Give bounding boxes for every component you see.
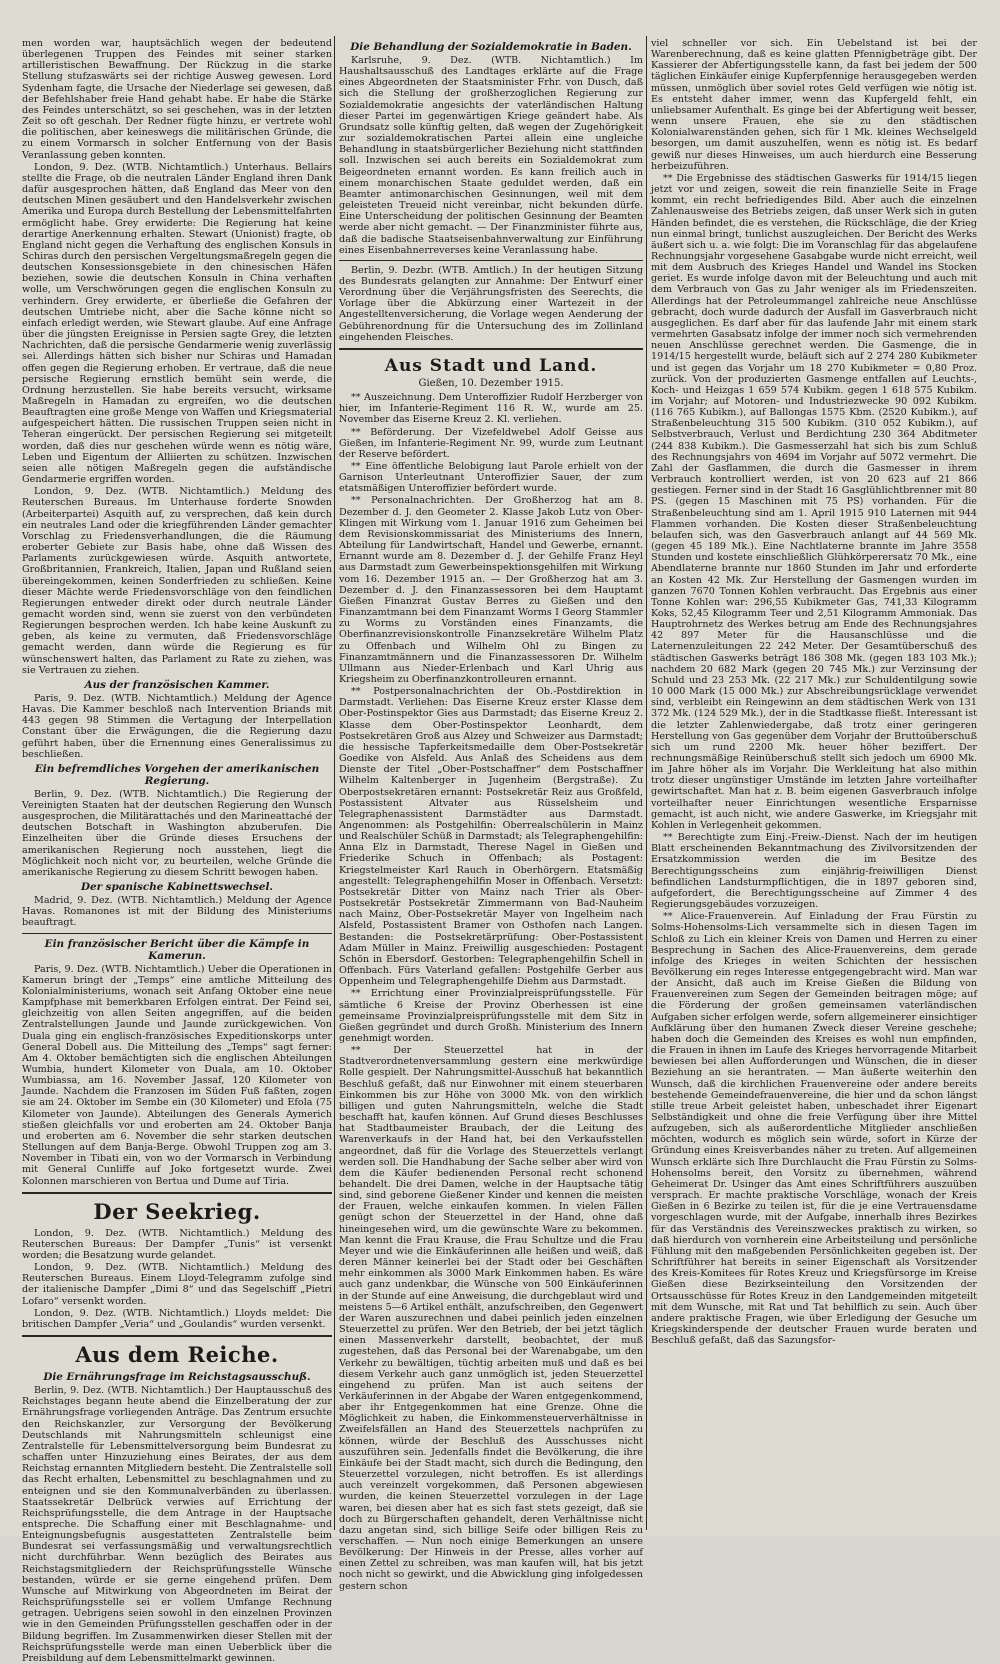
article-paragraph: London, 9. Dez. (WTB. Nichtamtlich.) Meldung des Reuterschen Bureaus. Im Unterhause forderte Snowden (Arbeiterpartei) Asquith auf, zu versprechen, daß kein durch ein neutrales Land oder die kriegführenden Länder gemachter Vorschlag zu Friedensverhandlungen, die die Räumung eroberter Gebiete zur Basis habe, ohne daß Wissen des Parlaments zurückgewiesen würde. Asquith antwortete, Großbritannien, Frankreich, Italien, Japan und Rußland seien übereingekommen, keinen Sonderfrieden zu schließen. Keine dieser Mächte werde Friedensvorschläge von den feindlichen Regierungen entweder direkt oder durch neutrale Länder gemacht worden sind, wenn sie zuerst von den verbündeten Regierungen besprochen werden. Ich habe keine Auskunft zu geben, als keine zu vermuten, daß Friedensvorschläge gemacht werden, dann würde die Regierung es für wünschenswert halten, das Parlament zu Rate zu ziehen, was sie Vertrauen zu ziehen.	[22, 486, 332, 676]
article-paragraph: ** Errichtung einer Provinzialpreisprüfungsstelle. Für sämtliche 6 Kreise der Provinz Oberhessen ist eine gemeinsame Provinzialpreisprüfungsstelle mit dem Sitz in Gießen gegründet und durch Großh. Ministerium des Innern genehmigt worden.	[339, 988, 643, 1044]
column-3	[651, 38, 977, 1530]
article-paragraph: Madrid, 9. Dez. (WTB. Nichtamtlich.) Meldung der Agence Havas. Romanones ist mit der Bildung des Ministeriums beauftragt.	[22, 895, 332, 929]
article-paragraph: Berlin, 9. Dez. (WTB. Nichtamtlich.) Der Hauptausschuß des Reichstages begann heute abend die Einzelberatung der zur Ernährungsfrage vorliegenden Anträge. Das Zentrum ersuchte den Reichskanzler, zur Versorgung der Bevölkerung Deutschlands mit Nahrungsmitteln schleunigst eine Zentralstelle für Lebensmittelversorgung beim Bundesrat zu schaffen unter Hinzuziehung eines Beirates, der aus dem Reichstag ernannten Mitgliedern besteht. Die Zentralstelle soll das Recht erhalten, Lebensmittel zu beschlagnahmen und zu enteignen und sie den Kommunalverbänden zu überlassen. Staatssekretär Delbrück verwies auf Errichtung der Reichsprüfungsstelle, die dem Antrage in der Hauptsache entspreche. Die Schaffung einer mit Beschlagnahme- und Enteignungsbefugnis ausgestatteten Zentralstelle beim Bundesrat sei verfassungsmäßig und verwaltungsrechtlich nicht durchführbar. Wenn bezüglich des Beirates aus Reichstagsmitgliedern der Reichsprüfungsstelle Wünsche bestanden, würde er sie gerne eingehend prüfen. Dem Wunsche auf Mitwirkung von Abgeordneten im Beirat der Reichsprüfungsstelle sei er vollem Umfange Rechnung getragen. Uebrigens seien sowohl in den einzelnen Provinzen wie in den Gemeinden Prüfungsstellen geschaffen oder in der Bildung begriffen. Im Zusammenwirken dieser Stellen mit der Reichsprüfungsstelle werde man einen Ueberblick über die Preisbildung auf dem Lebensmittelmarkt gewinnen.	[22, 1385, 332, 1664]
section-title-stadt-und-land: Aus Stadt und Land.	[384, 355, 598, 376]
article-paragraph: London, 9. Dez. (WTB. Nichtamtlich.) Lloyds meldet: Die britischen Dampfer „Veria“ und „Goulandis“ wurden versenkt.	[22, 1307, 332, 1330]
column-1	[22, 38, 332, 1664]
article-paragraph: London, 9. Dez. (WTB. Nichtamtlich.) Unterhaus. Bellairs stellte die Frage, ob die neutralen Länder England ihren Dank dafür ausgesprochen hätten, daß England das Meer von den deutschen Minen gesäubert und den Handelsverkehr zwischen Amerika und Europa durch Bestellung der Lebensmittelfahrten ermöglicht habe. Grey erwiderte: Die Regierung hat keine derartige Anerkennung erhalten. Stewart (Unionist) fragte, ob England nicht gegen die Verhaftung des englischen Konsuls in Schiras durch den persischen Vergeltungsmaßregeln gegen die deutschen Konsessionsgebiete in den chinesischen Häfen beziehen, sowie die deutschen Konsuln in China verhaften wolle, um Verschwörungen gegen die englischen Konsuln zu verhindern. Grey erwiderte, er überließe die Gefahren der deutschen Umtriebe nicht, aber die Sache könne nicht so einfach erledigt werden, wie Stewart glaube. Auf eine Anfrage über die jüngsten Ereignisse in Persien sagte Grey, die letzten Nachrichten, daß die persische Gendarmerie wenig zuverlässig sei. Allerdings hätten sich bisher nur Schiras und Hamadan offen gegen die Regierung erhoben. Er vertraue, daß die neue persische Regierung ernstlich bemüht sein werde, die Ordnung herzustellen. Sie habe bereits versucht, wirksame Maßregeln in Hamadan zu ergreifen, wo die deutschen Beauftragten eine große Menge von Waffen und Kriegsmaterial aufgespeichert hätten. Die russischen Truppen seien nicht in Teheran eingerückt. Der persischen Regierung sei mitgeteilt worden, daß dies nur geschehen würde wenn es nötig wäre, Leben und Eigentum der Alliierten zu schützen. Inzwischen seien alle nötigen Maßregeln gegen die aufständische Gendarmerie ergriffen worden.	[22, 161, 332, 486]
article-paragraph: ** Auszeichnung. Dem Unteroffizier Rudolf Herzberger von hier, im Infanterie-Regiment 116 R. W., wurde am 25. November das Eiserne Kreuz 2. Kl. verliehen.	[339, 392, 643, 426]
article-paragraph: ** Postpersonalnachrichten der Ob.-Postdirektion in Darmstadt. Verliehen: Das Eiserne Kreuz erster Klasse dem Ober-Postinspektor Gies aus Darmstadt; das Eiserne Kreuz 2. Klasse dem Ober-Postinspektor Leonhardt, dem Postsekretären Groß aus Alzey und Schweizer aus Darmstadt; die hessische Tapferkeitsmedaille dem Ober-Postsekretär Goedike von Alsfeld. Aus Anlaß des Scheidens aus dem Dienste der Titel „Ober-Postschaffner“ dem Postschaffner Wilhelm Kaltenberger in Jugenheim (Bergstraße). Zu Oberpostsekretären ernannt: Postsekretär Reiz aus Großfeld, Postassistent Altvater aus Rüsselsheim und Telegraphenassistent Darmstädter aus Darmstadt. Angenommen: als Postgehilfin: Oberrealschülerin in Mainz und Realschüler Schüß in Darmstadt; als Telegraphengehilfin: Anna Elz in Darmstadt, Therese Nagel in Gießen und Friederike Schuch in Offenbach; als Postagent: Kriegstelmeister Karl Rauch in Oberhörgern. Etatsmäßig angestellt: Telegraphengehilfin Moser in Offenbach. Versetzt: Postsekretär Ditter von Mainz nach Trier als Ober-Postsekretär Postsekretär Zimmermann von Bad-Nauheim nach Mainz, Ober-Postsekretär Mayer von Ingelheim nach Alsfeld, Postassistent Bramer von Osthofen nach Langen. Bestanden: die Postsekretärprüfung: Ober-Postassistent Adam Müller in Mainz. Freiwillig ausgeschieden: Postagent Schön in Ebersdorf. Gestorben: Telegraphengehilfin Schell in Offenbach. Fürs Vaterland gefallen: Postgehilfe Gerber aus Oppenheim und Telegraphengehilfe Diehm aus Darmstadt.	[339, 686, 643, 988]
article-paragraph: men worden war, hauptsächlich wegen der bedeutend überlegenen Truppen des Feindes mit seiner starken artilleristischen Bewaffnung. Der Rückzug in die starke Stellung stufzaswärts sei der richtige Ausweg gewesen. Lord Sydenham fagte, die Ursache der Niederlage sei gewesen, daß der Befehlshaber freie Hand gehabt habe. Er habe die Stärke des Feindes unterschätzt, so sei geschehen, was in der letzten Zeit so oft geschah. Der Redner fügte hinzu, er vertrete wohl die politischen, aber keineswegs die militärischen Gründe, die zu einem Vormarsch in solcher Entfernung von der Basis Veranlassung geben konnten.	[22, 38, 332, 161]
article-paragraph: London, 9. Dez. (WTB. Nichtamtlich.) Meldung des Reuterschen Bureaus: Der Dampfer „Tunis“ ist versenkt worden; die Besatzung wurde gelandet.	[22, 1227, 332, 1261]
divider	[339, 348, 643, 350]
article-paragraph: Paris, 9. Dez. (WTB. Nichtamtlich.) Meldung der Agence Havas. Die Kammer beschloß nach Intervention Briands mit 443 gegen 98 Stimmen die Vertagung der Interpellation Constant über die Erwägungen, die die Regierung dazu geführt haben, über die Ernennung eines Generalissimus zu beschließen.	[22, 692, 332, 760]
divider	[22, 1335, 332, 1337]
column-rule	[646, 36, 647, 1530]
article-paragraph: ** Der Steuerzettel hat in der Stadtverordnetenversammlung gestern eine merkwürdige Rolle gespielt. Der Nahrungsmittel-Ausschuß hat bekanntlich Beschluß gefaßt, daß nur Einwohner mit einem steuerbaren Einkommen bis zur Höhe von 3000 Mk. von den wirklich billigen und guten Nahrungsmitteln, welche die Stadt beschafft hat, kaufen können. Auf Grund dieses Beschlusses hat Stadtbaumeister Braubach, der die Leitung des Warenverkaufs in der Hand hat, bei den Verkaufsstellen angeordnet, daß für die Vorlage des Steuerzettels verlangt werden soll. Die Handhabung der Sache selber aber wird von dem die Käufer bedienenden Personal recht schonend behandelt. Die drei Damen, welche in der Hauptsache tätig sind, sind geborene Gießener Kinder und kennen die meisten der Frauen, welche einkaufen kommen. In vielen Fällen genügt schon der Steuerzettel in der Hand, ohne daß hineingesehen wird, um die gewünschte Ware zu bekommen. Man kennt die Frau Krause, die Frau Schultze und die Frau Meyer und wie die Einkäuferinnen alle heißen und weiß, daß deren Männer keinerlei bei der Stadt oder bei Geschäften mehr einkommen als 3000 Mark Einkommen haben. Es wäre auch ganz undenkbar, die Wünsche von 500 Einkäuferinnen in der Stunde auf eine Anweisung, die durchgeblaut wird und meistens 5—6 Artikel enthält, anzufschreiben, den Gegenwert der Waren auszurechnen und dabei peinlich jeden einzelnen Steuerzettel zu prüfen. Wer den Betrieb, der bei jetzt täglich einen Massenverkehr darstellt, beobachtet, der muß zugestehen, daß das Personal bei der Warenabgabe, um den Verkehr zu bewältigen, tüchtig arbeiten muß und daß es bei diesem Verkehr auch ganz unmöglich ist, jeden Steuerzettel eingehend zu prüfen. Man ist auch seitens der Verkäuferinnen in der Abgabe der Waren entgegenkommend, aber ihr Entgegenkommen hat eine Grenze. Ohne die Möglichkeit zu haben, die Einkommensteuerverhältnisse in Zweifelsfällen an Hand des Steuerzettels nachprüfen zu können, würde der Beschluß des Ausschusses nicht auszuführen sein. Jedenfalls findet die Bevölkerung, die ihre Einkäufe bei der Stadt macht, sich durch die Bedingung, den Steuerzettel vorzulegen, nicht betroffen. Es ist allerdings auch vereinzelt vorgekommen, daß Personen abgewiesen wurden, die keinen Steuerzettel vorzulegen in der Lage waren, bei diesen aber hat es sich fast stets gezeigt, daß sie doch zu Bürgerschaften gehandelt, deren Verhältnisse nicht dazu angetan sind, sich billige Seife oder billigen Reis zu verschaffen. — Nun noch einige Bemerkungen an unsere Bevölkerung: Der Hinweis in der Presse, alles vorher auf einen Zettel zu schreiben, was man kaufen will, hat bis jetzt noch nicht so gewirkt, und die Abwicklung ging infolgedessen gestern schon	[339, 1045, 643, 1592]
divider	[22, 933, 332, 934]
article-paragraph: London, 9. Dez. (WTB. Nichtamtlich.) Meldung des Reuterschen Bureaus. Einem Lloyd-Telegramm zufolge sind der italienische Dampfer „Dimi 8“ und das Segelschiff „Pietri Lofaro“ versenkt worden.	[22, 1262, 332, 1307]
section-heading: Ein französischer Bericht über die Kämpfe in Kamerun.	[44, 937, 310, 962]
section-heading: Die Behandlung der Sozialdemokratie in Baden.	[350, 41, 632, 53]
column-2	[339, 38, 643, 1592]
section-heading: Die Ernährungsfrage im Reichstagsausschuß.	[43, 1371, 311, 1384]
article-paragraph: ** Alice-Frauenverein. Auf Einladung der Frau Fürstin zu Solms-Hohensolms-Lich versammelte sich in diesen Tagen im Schloß zu Lich ein kleiner Kreis von Damen und Herren zu einer Besprechung in Sachen des Alice-Frauenvereins, dem gerade infolge des Krieges in weiten Schichten der hessischen Bevölkerung ein reges Interesse entgegengebracht wird. Man war der Ansicht, daß auch im Kreise Gießen die Bildung von Frauenvereinen zum Segen der Gemeinden beitragen möge; auf die Förderung der großen gemeinsamen vaterländischen Aufgaben sicher erfolgen werde, sofern allgemeinerer einsichtiger Aufklärung über den humanen Zweck dieser Vereine geschehe; haben doch die Gemeinden des Kreises es wohl nun empfinden, die Frauen in ihnen im Laufe des Krieges hervorragende Mitarbeit bewiesen bei allen Aufforderungen und Wünschen, die in dieser Beziehung an sie herantraten. — Man äußerte weiterhin den Wunsch, daß die kirchlichen Frauenvereine oder andere bereits bestehende Gemeindefrauenvereine, die hier und da schon längst stille treue Arbeit geleistet haben, unbeschadet ihrer Eigenart Selbständigkeit und ohne die freie Verfügung über ihre Mittel aufzugeben, sich als außerordentliche Mitglieder anschließen möchten, wodurch es möglich sein würde, sofort in Kürze der Gründung eines Kreisverbandes näher zu treten. Auf allgemeinen Wunsch erklärte sich Ihre Durchlaucht die Frau Fürstin zu Solms-Hohensolms bereit, den Vorsitz zu übernehmen, während Geheimerat Dr. Usinger das Amt eines Schriftführers auszuüben versprach. Er machte praktische Vorschläge, wonach der Kreis Gießen in 6 Bezirke zu teilen ist, für die je eine Vertrauensdame vorgeschlagen wurde, mit der Aufgabe, innerhalb ihres Bezirkes für das Verständnis des Vereinszweckes praktisch zu wirken, so daß hierdurch von vornherein eine Arbeitsteilung und persönliche Fühlung mit den maßgebenden Persönlichkeiten gegeben ist. Der Schriftführer hat bereits in seiner Eigenschaft als Vorsitzender des Kreis-Komitees für Rotes Kreuz und Kriegsfürsorge im Kreise Gießen diese Bezirkseinteilung den Vorsitzenden der Ortsausschüsse für Rotes Kreuz in den Landgemeinden mitgeteilt mit dem Wunsche, mit Rat und Tat behilflich zu sein. Auch über andere praktische Fragen, wie über Erledigung der Gesuche um Kriegskinderspende der deutscher Frauen wurde beraten und Beschluß gefaßt, daß das Sazungsfor-	[651, 911, 977, 1347]
article-paragraph: viel schneller vor sich. Ein Uebelstand ist bei der Warenberechnung, daß es keine glatten Pfennigbeträge gibt. Der Kassierer der Abfertigungsstelle kann, da fast bei jedem der 500 täglichen Einkäufer einige Kupferpfennige herausgegeben werden müssen, unmöglich über soviel rotes Geld verfügen wie nötig ist. Es entsteht daher immer, wenn das Kupfergeld fehlt, ein unliebsamer Aufenthalt. Es ginge bei der Abfertigung weit besser, wenn unsere Frauen, ehe sie zu den städtischen Kolonialwarenständen gehen, sich für 1 Mk. kleines Wechselgeld besorgen, um damit auszuhelfen, wenn es nötig ist. Es bedarf gewiß nur dieses Hinweises, um auch hierdurch eine Besserung herbeizuführen.	[651, 38, 977, 172]
article-paragraph: Karlsruhe, 9. Dez. (WTB. Nichtamtlich.) Im Haushaltsausschuß des Landtages erklärte auf die Frage eines Abgeordneten der Staatsminister Frhr. von Dusch, daß sich die Stellung der großherzoglichen Regierung zur Sozialdemokratie angesichts der vaterländischen Haltung dieser Partei im gegenwärtigen Kriege geändert habe. Als Grundsatz solle künftig gelten, daß wegen der Zugehörigkeit zur sozialdemokratischen Partei allein eine ungleiche Behandlung in staatsbürgerlicher Beziehung nicht stattfinden soll. Inzwischen sei auch bereits ein Sozialdemokrat zum Beigeordneten ernannt worden. Es kann freilich auch in einem monarchischen Staate geduldet werden, daß ein Beamter antimonarchischen Gesinnungen, weil mit dem geleisteten Treueid nicht vereinbar, nicht bekunden dürfe. Eine Unterscheidung der politischen Gesinnung der Beamten werde aber nicht gemacht. — Der Finanzminister führte aus, daß die badische Staatseisenbahnverwaltung zur Einführung eines Eisenbahnerreverses keine Veranlassung habe.	[339, 55, 643, 256]
divider	[22, 1192, 332, 1194]
article-paragraph: ** Berechtigte zum Einj.-Freiw.-Dienst. Nach der im heutigen Blatt erscheinenden Bekanntmachung des Zivilvorsitzenden der Ersatzkommission werden die im Besitze des Berechtigungsscheins zum einjährig-freiwilligen Dienst befindlichen Landsturmpflichtigen, die in 1897 geboren sind, aufgefordert, die Berechtigungsscheine auf Zimmer 4 des Regierungsgebäudes vorzuzeigen.	[651, 832, 977, 911]
section-heading: Ein befremdliches Vorgehen der amerikanischen Regierung.	[34, 762, 320, 787]
dateline: Gießen, 10. Dezember 1915.	[418, 377, 564, 389]
article-paragraph: Berlin, 9. Dezbr. (WTB. Amtlich.) In der heutigen Sitzung des Bundesrats gelangten zur Annahme: Der Entwurf einer Verordnung über die Verjährungsfristen des Seerechts, die Vorlage über die Abkürzung einer Wartezeit in der Angestelltenversicherung, die Vorlage wegen Aenderung der Gebührenordnung für die Untersuchung des im Zollinland eingehenden Fleisches.	[339, 264, 643, 343]
section-title-reiche: Aus dem Reiche.	[75, 1342, 279, 1368]
article-paragraph: Berlin, 9. Dez. (WTB. Nichtamtlich.) Die Regierung der Vereinigten Staaten hat der deutschen Regierung den Wunsch ausgesprochen, die Militärattachés und den Marineattaché der deutschen Botschaft in Washington abzuberufen. Die Einzelheiten über die Gründe dieses Ersuchens der amerikanischen Regierung noch ausstehen, liegt die Möglichkeit noch nicht vor, zu beurteilen, welche Gründe die amerikanische Regierung zu diesem Schritt bewogen haben.	[22, 788, 332, 878]
article-paragraph: Paris, 9. Dez. (WTB. Nichtamtlich.) Ueber die Operationen in Kamerun bringt der „Temps“ eine amtliche Mitteilung des Kolonialministeriums, wonach seit Anfang Oktober eine neue Kampfphase mit bemerkbaren Erfolgen eintrat. Der Feind sei, gleichzeitig von allen Seiten angegriffen, auf die beiden Zentralstellungen Jaunde und Jaunde zurückgewichen. Von Duala ging ein englisch-französisches Expeditionskorps unter General Dobell aus. Die Mitteilung des „Temps“ sagt ferner: Am 4. Oktober bemächtigten sich die englischen Abteilungen Wumbia, hundert Kilometer von Duala, am 10. Oktober Wumbiassa, am 16. November Jassaf, 120 Kilometer von Jaunde. Nachdem die Franzosen im Süden Fuß faßten, zogen sie am 24. Oktober im Sembe ein (30 Kilometer) und Efola (75 Kilometer von Jaunde). Abteilungen des Generals Aymerich stießen gleichfalls vor und eroberten am 24. Oktober Banja und eroberten am 6. November die sehr starken deutschen Stellungen auf dem Banja-Berge. Obwohl Truppen zog am 3. November in Tibati ein, von wo der Vormarsch in Verbindung mit General Cunliffe auf Joko fortgesetzt wurde. Zwei Kolonnen marschieren von Bertua und Dume auf Tiria.	[22, 963, 332, 1187]
section-heading: Aus der französischen Kammer.	[84, 678, 270, 691]
section-heading: Der spanische Kabinettswechsel.	[80, 881, 274, 894]
article-paragraph: ** Beförderung. Der Vizefeldwebel Adolf Geisse aus Gießen, im Infanterie-Regiment Nr. 99, wurde zum Leutnant der Reserve befördert.	[339, 426, 643, 460]
article-paragraph: ** Die Ergebnisse des städtischen Gaswerks für 1914/15 liegen jetzt vor und zeigen, soweit die rein finanzielle Seite in Frage kommt, ein recht befriedigendes Bild. Aber auch die einzelnen Zahlenausweise des Betriebs zeigen, daß unser Werk sich in guten Händen befindet, die es verstehen, die Rückschläge, die der Krieg nun einmal bringt, tunlichst auszugleichen. Der Bericht des Werks äußert sich u. a. wie folgt: Die im Voranschlag für das abgelaufene Rechnungsjahr vorgesehene Gasabgabe wurde nicht erreicht, weil mit dem Ausbruch des Krieges Handel und Wandel ins Stocken geriet. Es wurde infolge davon mit der Beleuchtung und auch mit dem Verbrauch von Gas zu Jahr weniger als im Friedenszeiten. Allerdings hat der Petroleummangel zahlreiche neue Anschlüsse gebracht, doch wurde dadurch der Ausfall im Gasverbrauch nicht ausgeglichen. Es darf aber für das laufende Jahr mit einem stark vermehrten Gasabsatz infolge der immer noch sich vermehrenden neuen Anschlüsse gerechnet werden. Die Gasmenge, die in 1914/15 hergestellt wurde, beläuft sich auf 2 274 280 Kubikmeter und ist gegen das Vorjahr um 18 270 Kubikmeter = 0,80 Proz. zurück. Von der produzierten Gasmenge entfallen auf Leuchts-, Koch- und Heizgas 1 659 574 Kubikm. gegen 1 618 575 Kubikm. im Vorjahr; auf Motoren- und Industriezwecke 90 092 Kubikm. (116 765 Kubikm.), auf Ballongas 1575 Kbm. (2520 Kubikm.), auf Straßenbeleuchtung 315 500 Kubikm. (310 052 Kubikm.), auf Selbstverbrauch, Verlust und Berdichtung 230 364 Abditmeter (244 838 Kubikm.). Die Gasmesserzahl hat sich bis zum Schluß des Rechnungsjahrs von 4694 im Vorjahr auf 5072 vermehrt. Die Zahl der Gasflammen, die durch die Gasmesser in ihrem Verbrauch kontrolliert werden, ist von 20 623 auf 21 866 gestiegen. Ferner sind in der Stadt 16 Gasglühlichtbrenner mit 80 PS. (gegen 15 Maschinen mit 75 PS) vorhanden. Für die Straßenbeleuchtung sind am 1. April 1915 910 Laternen mit 944 Flammen vorhanden. Die Kosten dieser Straßenbeleuchtung belaufen sich, was den Gasverbrauch anlangt auf 44 569 Mk. (gegen 45 189 Mk.). Eine Nachtlaterne brannte im Jahre 3558 Stunden und kostete einschließlich Glühkörperersatz 70 Mk., eine Abendlaterne brannte nur 1860 Stunden im Jahr und erforderte an Kosten 42 Mk. Zur Herstellung der Gasmengen wurden im ganzen 7670 Tonnen Kohlen verbraucht. Das Ergebnis aus einer Tonne Kohlen war: 296,55 Kubikmeter Gas, 741,33 Kilogramm Koks, 52,45 Kilogramm Teer und 2,51 Kilogramm Ammoniak. Das Hauptrohrnetz des Werkes betrug am Ende des Rechnungsjahres 42 897 Meter für die Hausanschlüsse und die Laternenzuleitungen 22 242 Meter. Der Gesamtüberschuß des städtischen Gaswerks beträgt 186 308 Mk. (gegen 183 103 Mk.); nachdem 20 682 Mark (gegen 20 745 Mk.) zur Verzinsung der Schuld und 23 253 Mk. (22 217 Mk.) zur Schuldentilgung sowie 10 000 Mark (15 000 Mk.) zur Abschreibungsrücklage verwendet sind, verbleibt ein Reingewinn an dem städtischen Werk von 131 372 Mk. (124 529 Mk.), der in die Stadtkasse fließt. Interessant ist die letzter Zahlenwiedergabe, daß trotz einer geringeren Herstellung von Gas gegenüber dem Vorjahr der Bruttoüberschuß sich um rund 2200 Mk. heuer höher beziffert. Der rechnungsmäßige Reinüberschuß stellt sich jedoch um 6900 Mk. im Jahre höher als im Vorjahr. Die Werkleitung hat also mithin trotz dieser ungünstiger Umstände im letzten Jahre vorteilhafter gewirtschaftet. Man hat z. B. beim eigenen Gasverbrauch infolge vorteilhafter neuer Einrichtungen wesentliche Ersparnisse gemacht, ist auch nicht, wie andere Gaswerke, im Kriegsjahr mit Kohlen in Verlegenheit gekommen.	[651, 172, 977, 831]
article-paragraph: ** Eine öffentliche Belobigung laut Parole erhielt von der Garnison Unterleutnant Unteroffizier Sauer, der zum etatsmäßigen Unteroffizier befördert wurde.	[339, 461, 643, 495]
section-title-seekrieg: Der Seekrieg.	[93, 1198, 261, 1224]
article-paragraph: ** Personalnachrichten. Der Großherzog hat am 8. Dezember d. J. den Geometer 2. Klasse Jakob Lutz von Ober-Klingen mit Wirkung vom 1. Januar 1916 zum Geheimen bei dem Revisionskommissariat des Ministeriums des Innern, Abteilung für Landwirtschaft, Handel und Gewerbe, ernannt. Ernannt wurde am 8. Dezember d. J. der Gehilfe Franz Heyl aus Darmstadt zum Gewerbeinspektionsgehilfen mit Wirkung vom 16. Dezember 1915 an. — Der Großherzog hat am 3. Dezember d. J. den Finanzassessoren bei dem Hauptamt Gießen Finanzrat Gustav Berres zu Gießen und den Finanzamtmann bei dem Finanzamt Worms I Georg Stammler zu Worms zu Vorständen eines Finanzamts, die Oberfinanzrevisionskontrolle Finanzsekretäre Wilhelm Platz zu Offenbach und Wilhelm Ohl zu Bingen zu Finanzamtmännern und die Finanzassessoren Dr. Wilhelm Ullmann aus Nieder-Erlenbach und Karl Uhrig aus Kriegsheim zu Oberfinanzkontrolleuren ernannt.	[339, 495, 643, 685]
divider	[339, 260, 643, 261]
column-rule	[334, 36, 335, 1530]
